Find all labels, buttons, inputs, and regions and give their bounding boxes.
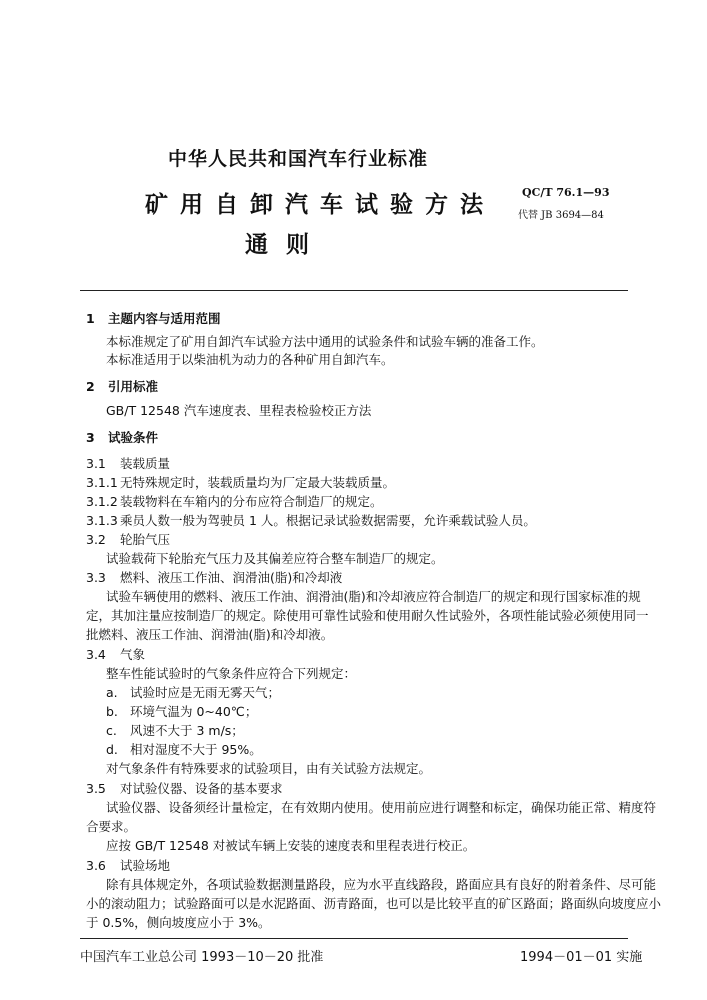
document-subtitle: 通则 <box>245 232 327 258</box>
list-text: 环境气温为 0~40℃； <box>130 704 258 719</box>
paragraph-line: 合要求。 <box>86 819 137 834</box>
clause-3-2 <box>86 531 170 549</box>
paragraph-line: 应按 GB/T 12548 对被试车辆上安装的速度表和里程表进行校正。 <box>106 838 476 853</box>
paragraph: 本标准适用于以柴油机为动力的各种矿用自卸汽车。 <box>106 352 394 367</box>
clause-text: 乘员人数一般为驾驶员 1 人。根据记录试验数据需要，允许乘载试验人员。 <box>120 513 536 528</box>
section-number: 1 <box>86 311 95 326</box>
list-marker: c. <box>106 723 117 738</box>
paragraph-line: 除有具体规定外，各项试验数据测量路段，应为水平直线路段，路面应具有良好的附着条件、尽可能 <box>106 877 657 892</box>
clause-number: 3.4 <box>86 647 106 662</box>
paragraph: 本标准规定了矿用自卸汽车试验方法中通用的试验条件和试验车辆的准备工作。 <box>106 334 544 349</box>
clause-3-1 <box>86 455 170 473</box>
clause-number: 3.1.1 <box>86 475 118 490</box>
approval-note: 中国汽车工业总公司 1993－10－20 批准 <box>80 950 324 965</box>
clause-number: 3.2 <box>86 532 106 547</box>
paragraph: 试验载荷下轮胎充气压力及其偏差应符合整车制造厂的规定。 <box>106 551 444 566</box>
clause-3-6 <box>86 857 170 875</box>
list-text: 试验时应是无雨无雾天气； <box>130 685 281 700</box>
list-marker: d. <box>106 742 118 757</box>
clause-number: 3.6 <box>86 858 106 873</box>
clause-title: 轮胎气压 <box>120 532 171 547</box>
paragraph-line: 试验车辆使用的燃料、液压工作油、润滑油(脂)和冷却液应符合制造厂的规定和现行国家标准的规 <box>106 589 641 604</box>
clause-3-4 <box>86 646 145 664</box>
footer-divider <box>80 938 628 939</box>
clause-number: 3.5 <box>86 781 106 796</box>
section-number: 2 <box>86 379 95 394</box>
clause-3-1-1 <box>86 474 395 492</box>
clause-number: 3.1 <box>86 456 106 471</box>
standard-org-title: 中华人民共和国汽车行业标准 <box>168 148 429 170</box>
clause-3-1-2 <box>86 493 383 511</box>
clause-title: 装载质量 <box>120 456 171 471</box>
paragraph-line: 小的滚动阻力；试验路面可以是水泥路面、沥青路面，也可以是比较平直的矿区路面；路面纵向坡度应小 <box>86 896 662 911</box>
clause-title: 试验场地 <box>120 858 171 873</box>
section-title: 主题内容与适用范围 <box>108 311 221 326</box>
clause-title: 对试验仪器、设备的基本要求 <box>120 781 283 796</box>
clause-title: 燃料、液压工作油、润滑油(脂)和冷却液 <box>120 570 343 585</box>
paragraph: 对气象条件有特殊要求的试验项目，由有关试验方法规定。 <box>106 761 432 776</box>
list-text: 相对湿度不大于 95%。 <box>130 742 262 757</box>
list-marker: b. <box>106 704 118 719</box>
reference-item: GB/T 12548 汽车速度表、里程表检验校正方法 <box>106 403 372 418</box>
header-divider <box>80 290 628 291</box>
clause-title: 气象 <box>120 647 146 662</box>
clause-3-5 <box>86 780 283 798</box>
section-1-heading <box>86 309 221 327</box>
implementation-note: 1994－01－01 实施 <box>520 950 643 965</box>
paragraph: 整车性能试验时的气象条件应符合下列规定： <box>106 666 357 681</box>
section-3-heading <box>86 428 158 446</box>
list-item <box>106 741 262 759</box>
section-title: 试验条件 <box>108 430 159 445</box>
list-marker: a. <box>106 685 118 700</box>
clause-3-1-3 <box>86 512 536 530</box>
document-title: 矿用自卸汽车试验方法 <box>145 192 495 218</box>
clause-text: 装载物料在车箱内的分布应符合制造厂的规定。 <box>120 494 383 509</box>
list-item <box>106 684 280 702</box>
paragraph-line: 批燃料、液压工作油、润滑油(脂)和冷却液。 <box>86 627 334 642</box>
paragraph-line: 定，其加注量应按制造厂的规定。除使用可靠性试验和使用耐久性试验外，各项性能试验必须使用同一 <box>86 608 649 623</box>
list-item <box>106 722 244 740</box>
list-item <box>106 703 257 721</box>
clause-number: 3.3 <box>86 570 106 585</box>
list-text: 风速不大于 3 m/s； <box>130 723 244 738</box>
standard-code: QC/T 76.1—93 <box>522 186 610 199</box>
section-2-heading <box>86 377 158 395</box>
paragraph-line: 于 0.5%，侧向坡度应小于 3%。 <box>86 915 271 930</box>
replaces-note: 代替 JB 3694—84 <box>518 210 604 221</box>
paragraph-line: 试验仪器、设备须经计量检定，在有效期内使用。使用前应进行调整和标定，确保功能正常、精度符 <box>106 800 657 815</box>
section-title: 引用标准 <box>108 379 159 394</box>
clause-number: 3.1.2 <box>86 494 118 509</box>
clause-number: 3.1.3 <box>86 513 118 528</box>
clause-text: 无特殊规定时，装载质量均为厂定最大装载质量。 <box>120 475 396 490</box>
section-number: 3 <box>86 430 95 445</box>
clause-3-3 <box>86 569 342 587</box>
